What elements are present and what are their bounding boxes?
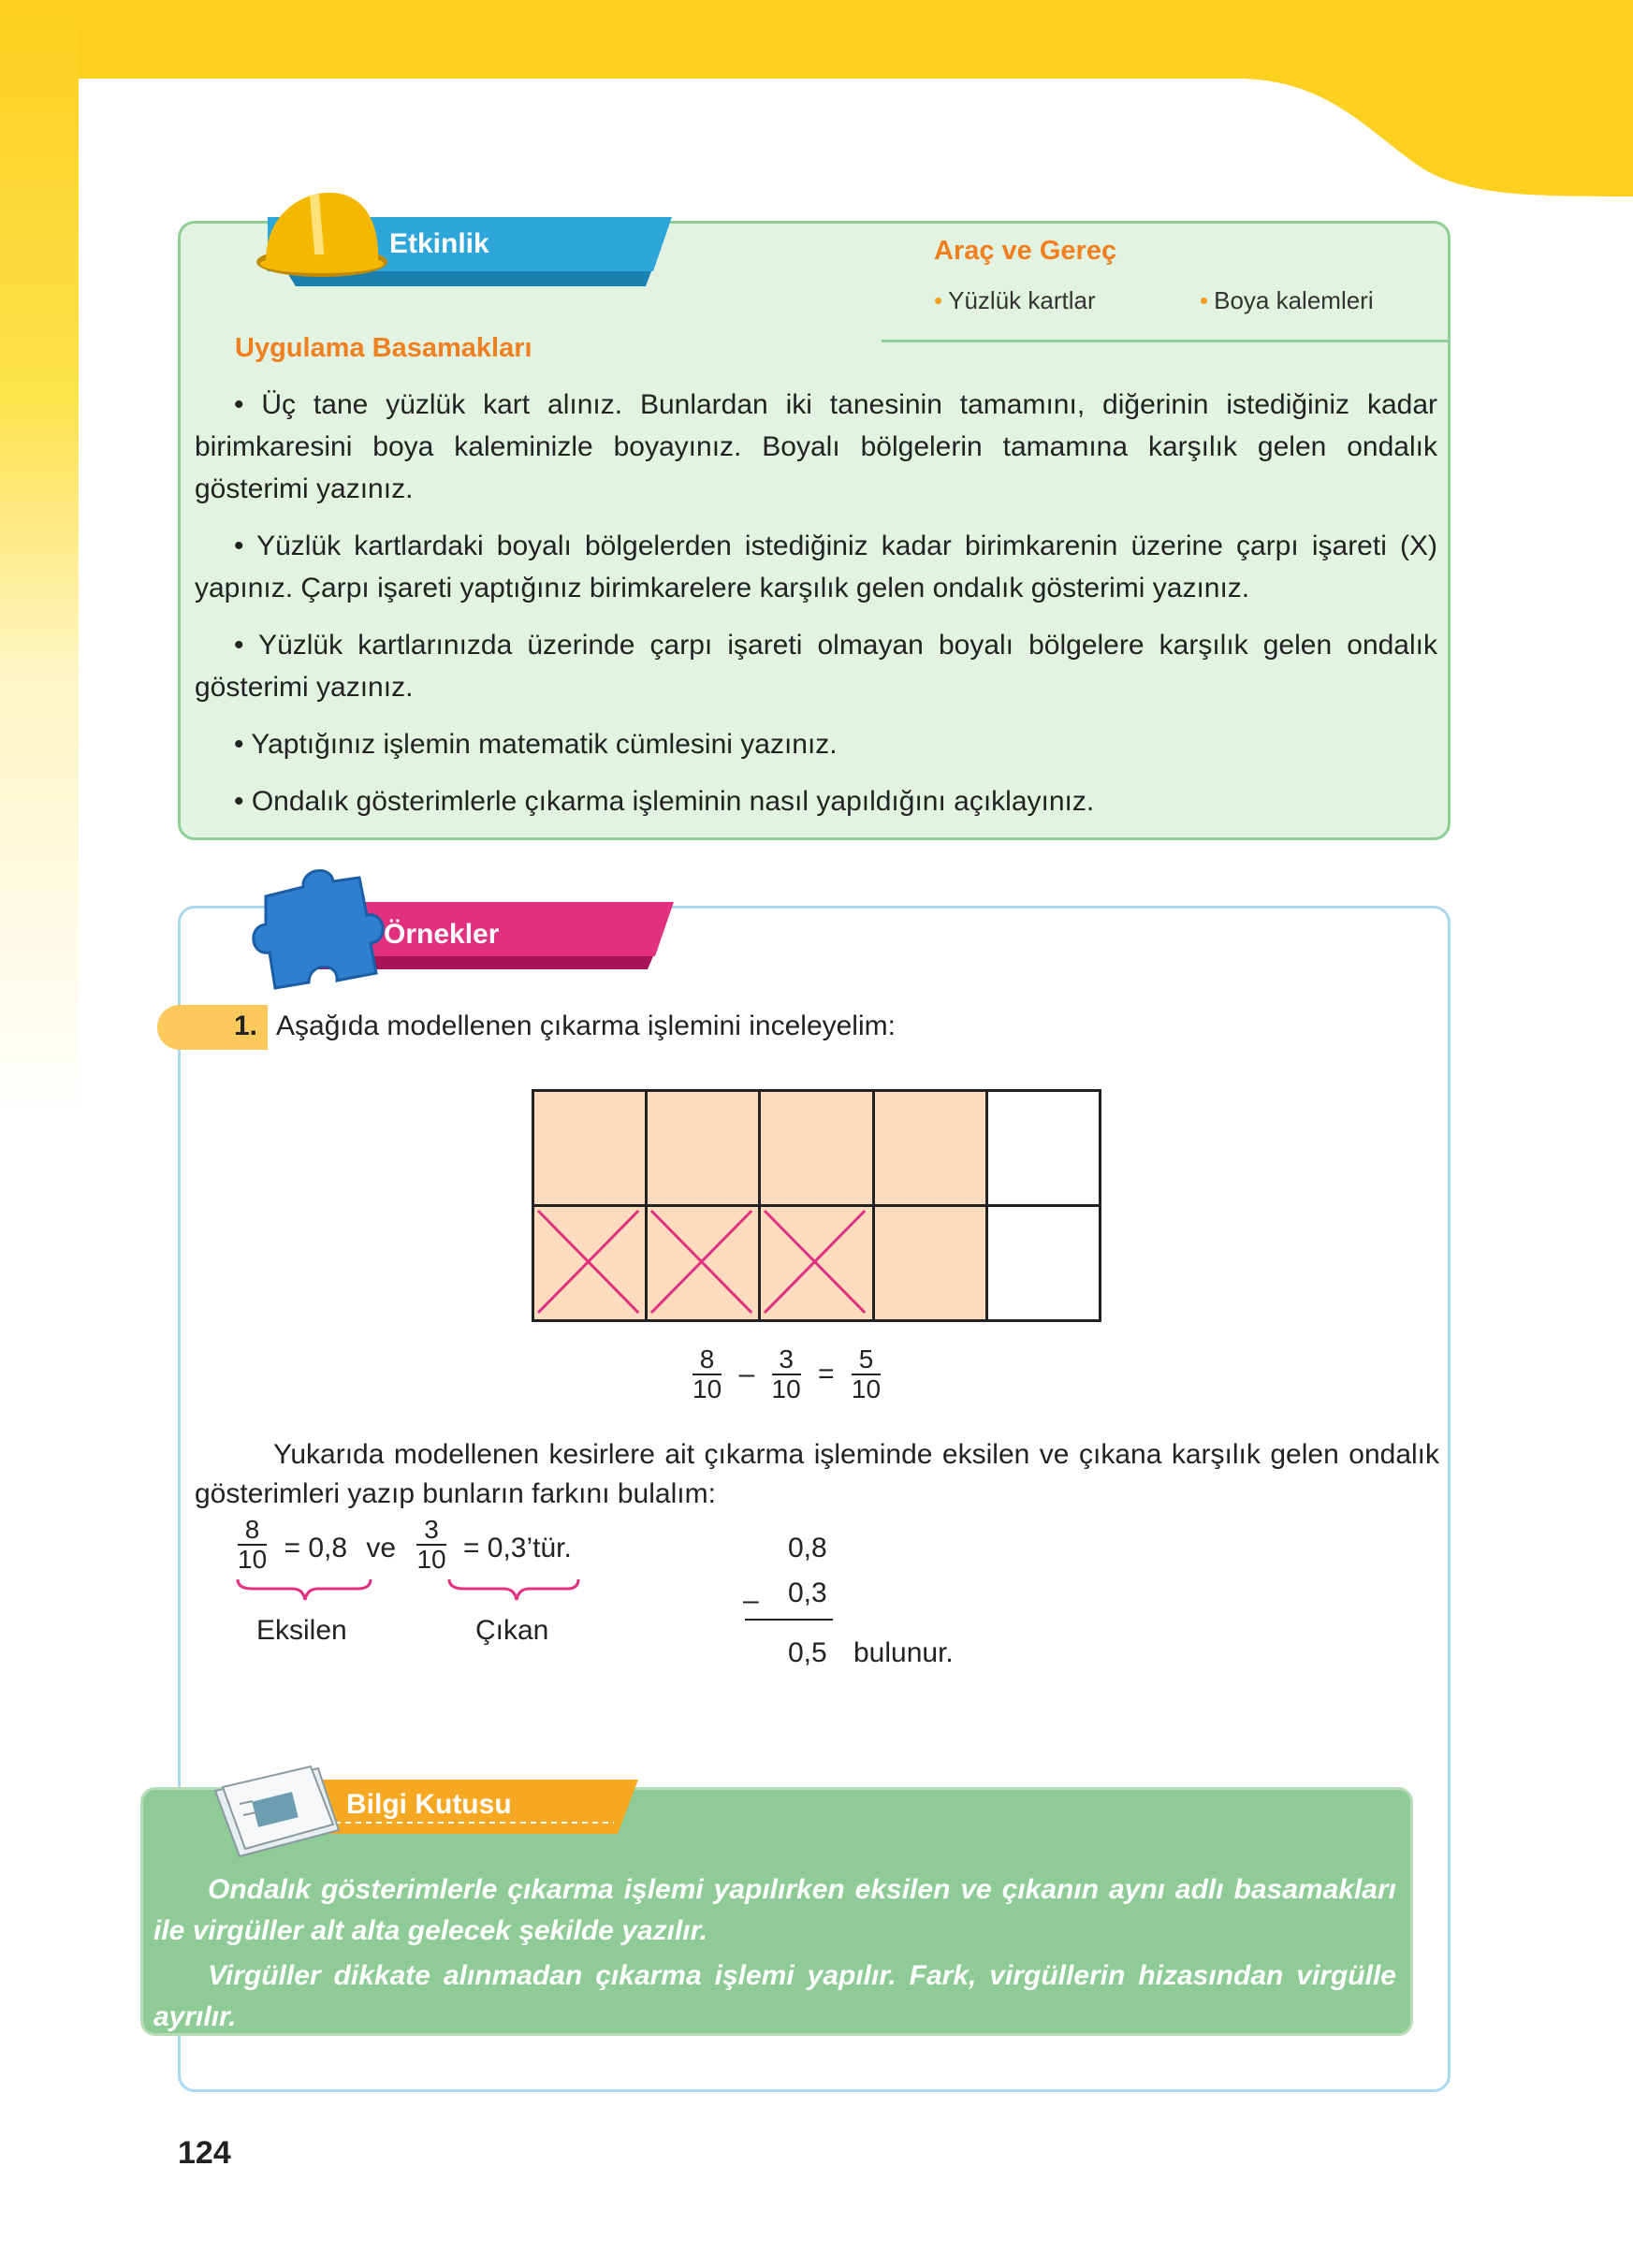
grid-cell [532,1089,648,1207]
tool-item: • Boya kalemleri [1200,286,1374,314]
minuend-label: Eksilen [256,1615,347,1646]
subtrahend-label: Çıkan [475,1615,549,1646]
fraction: $\frac{5}{10}$ [851,1345,882,1403]
bullet-icon: • [1200,286,1209,314]
result-suffix: bulunur. [853,1637,954,1668]
bilgi-text [153,1869,1396,2038]
steps-list [195,384,1437,822]
puzzle-piece-icon [254,871,383,988]
grid-cell [645,1204,761,1322]
grid-cell [872,1089,988,1207]
tools-title: Araç ve Gereç [934,236,1117,266]
tools-divider [882,340,1451,342]
cross-mark-icon [534,1207,642,1316]
page-number: 124 [178,2135,231,2171]
brace-icon [238,1579,371,1600]
grid-cell [758,1089,874,1207]
bilgi-label: Bilgi Kutusu [346,1789,512,1820]
fraction: $\frac{8}{10}$ [693,1345,722,1403]
cross-mark-icon [648,1207,755,1316]
steps-title: Uygulama Basamakları [235,333,532,363]
column-result: 0,5 [788,1637,827,1668]
fraction: $\frac{3}{10}$ [416,1515,446,1574]
grid-cell [872,1204,988,1322]
decimal-model-grid [532,1089,1099,1319]
grid-cell [985,1089,1101,1207]
step-item: • Yüzlük kartlardaki boyalı bölgelerden istediğiniz kadar birimkarenin üzerine çarpı işareti (X) yapınız. Çarpı işareti yaptığınız birimkarelere karşılık gelen ondalık gösterimi yazınız. [195,531,1437,603]
bilgi-line: Virgüller dikkate alınmadan çıkarma işlemi yapılır. Fark, virgüllerin hizasından virgülle ayrılır. [153,1960,1396,2032]
etkinlik-label: Etkinlik [389,228,489,259]
decimal-conversion: $\frac{8}{10}$ = 0,8 ve $\frac{3}{10}$ = 0,3’tür. [238,1515,572,1574]
brace-icon [449,1579,578,1600]
step-item: • Yüzlük kartlarınızda üzerinde çarpı işareti olmayan boyalı bölgelere karşılık gelen ondalık gösterimi yazınız. [195,630,1437,703]
bullet-icon: • [934,286,943,314]
bilgi-line: Ondalık gösterimlerle çıkarma işlemi yapılırken eksilen ve çıkanın aynı adlı basamakları ile virgüller alt alta gelecek şekilde yazılır. [153,1874,1396,1946]
fraction: $\frac{8}{10}$ [238,1515,268,1574]
column-second: 0,3 [788,1577,827,1608]
column-top: 0,8 [788,1533,827,1563]
step-item: • Yaptığınız işlemin matematik cümlesini yazınız. [234,729,838,760]
grid-cell [985,1204,1101,1322]
hard-hat-icon [256,193,387,277]
cross-mark-icon [761,1207,868,1316]
grid-cell [758,1204,874,1322]
braces [234,1576,580,1609]
step-item: • Ondalık gösterimlerle çıkarma işleminin nasıl yapıldığını açıklayınız. [234,786,1095,817]
question-text: Aşağıda modellenen çıkarma işlemini inceleyelim: [276,1010,896,1041]
step-item: • Üç tane yüzlük kart alınız. Bunlardan iki tanesinin tamamını, diğerinin istediğiniz kadar birimkaresini boya kaleminizle boyayınız. Boyalı bölgelerin tamamına karşılık gelen ondalık gösterimi yazınız. [195,389,1437,504]
minus-sign: – [743,1585,759,1616]
question-number: 1. [234,1010,258,1041]
grid-cell [532,1204,648,1322]
ornekler-label: Örnekler [384,919,500,950]
fraction-equation: $\frac{8}{10}$ – $\frac{3}{10}$ = $\frac{5}{10}$ [693,1345,882,1403]
newspaper-icon [215,1766,339,1856]
fraction: $\frac{3}{10}$ [771,1345,801,1403]
explanation-paragraph: Yukarıda modellenen kesirlere ait çıkarma işleminde eksilen ve çıkana karşılık gelen ondalık gösterimleri yazıp bunların farkını bulalım: [195,1439,1439,1509]
tool-item: • Yüzlük kartlar [934,286,1096,314]
grid-cell [645,1089,761,1207]
sum-line [745,1619,833,1621]
